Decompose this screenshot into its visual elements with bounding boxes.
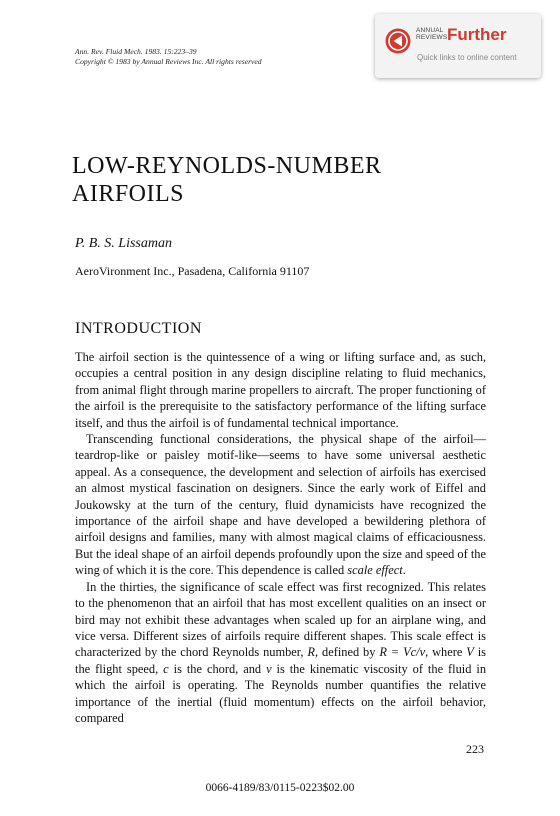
var-c: c — [163, 661, 169, 676]
paragraph-3-text-f: is the kinematic viscosity of the fluid in which the airfoil is operating. The Reynolds number quantifies the relative importance of the inertial (fluid momentum) effects on the airfoil behavior, compared — [75, 661, 487, 725]
body-text — [75, 349, 486, 726]
badge-small-line2: REVIEWS — [416, 34, 448, 41]
paragraph-2 — [75, 431, 486, 579]
author-name: P. B. S. Lissaman — [75, 236, 172, 251]
badge-small-line1: ANNUAL — [416, 27, 444, 34]
author-affiliation: AeroVironment Inc., Pasadena, California 91107 — [75, 264, 310, 278]
paragraph-3-text-e: is the chord, and — [168, 661, 267, 676]
reynolds-formula: R = Vc/ν — [379, 645, 426, 660]
paragraph-3-text-b: , defined by — [315, 645, 380, 660]
paragraph-3-text-c: , where — [425, 645, 467, 660]
footer-code: 0066-4189/83/0115-0223$02.00 — [205, 782, 355, 794]
var-R: R — [307, 645, 315, 660]
article-title: LOW-REYNOLDS-NUMBER AIRFOILS — [72, 153, 382, 207]
paragraph-3-text-a: In the thirties, the significance of scale effect was first recognized. This relates to the phenomenon that an airfoil that has most excellent qualities on an insect or bird may not exhibit these advantages when scaled up for an airplane wing, and vice versa. Different sizes of airfoils require different shapes. This scale effect is characterized by the chord Reynolds number, — [75, 579, 486, 660]
citation-line: Ann. Rev. Fluid Mech. 1983. 15:223–39 — [75, 47, 197, 56]
paragraph-1: The airfoil section is the quintessence of a wing or lifting surface and, as such, occupies a central position in any design discipline relating to fluid mechanics, from animal flight through marine propellers to aircraft. The proper functioning of the airfoil is the prerequisite to the satisfactory performance of the lifting surface itself, and thus the airfoil is of fundamental technical importance. — [75, 350, 486, 430]
paragraph-3-text-d: is the flight speed, — [75, 645, 487, 676]
further-badge[interactable] — [375, 14, 541, 78]
page-number: 223 — [466, 742, 484, 756]
journal-header — [75, 47, 262, 67]
badge-further-label: Further — [447, 25, 507, 44]
badge-small-text — [416, 27, 447, 41]
annual-reviews-logo-icon — [385, 28, 411, 54]
badge-quick-links-link[interactable]: Quick links to online content — [417, 53, 517, 62]
paragraph-3 — [75, 579, 486, 727]
section-heading: INTRODUCTION — [75, 320, 202, 337]
var-nu: ν — [266, 661, 272, 676]
scale-effect-term: scale effect — [347, 563, 403, 578]
paragraph-2-text: Transcending functional considerations, the physical shape of the airfoil—teardrop-like or paisley motif-like—seems to have some universal aesthetic appeal. As a consequence, the development and selection of airfoils has exercised an almost mystical fascination on designers. Since the early work of Eiffel and Joukowsky at the turn of the century, fluid dynamicists have recognized the importance of the airfoil shape and have developed a bewildering plethora of airfoil designs and families, many with almost magical claims of efficaciousness. But the ideal shape of an airfoil depends profoundly upon the size and speed of the wing of which it is the core. This dependence is called — [75, 432, 486, 578]
copyright-line: Copyright © 1983 by Annual Reviews Inc. All rights reserved — [75, 57, 262, 66]
paragraph-2-end: . — [402, 563, 406, 578]
var-V: V — [466, 645, 474, 660]
